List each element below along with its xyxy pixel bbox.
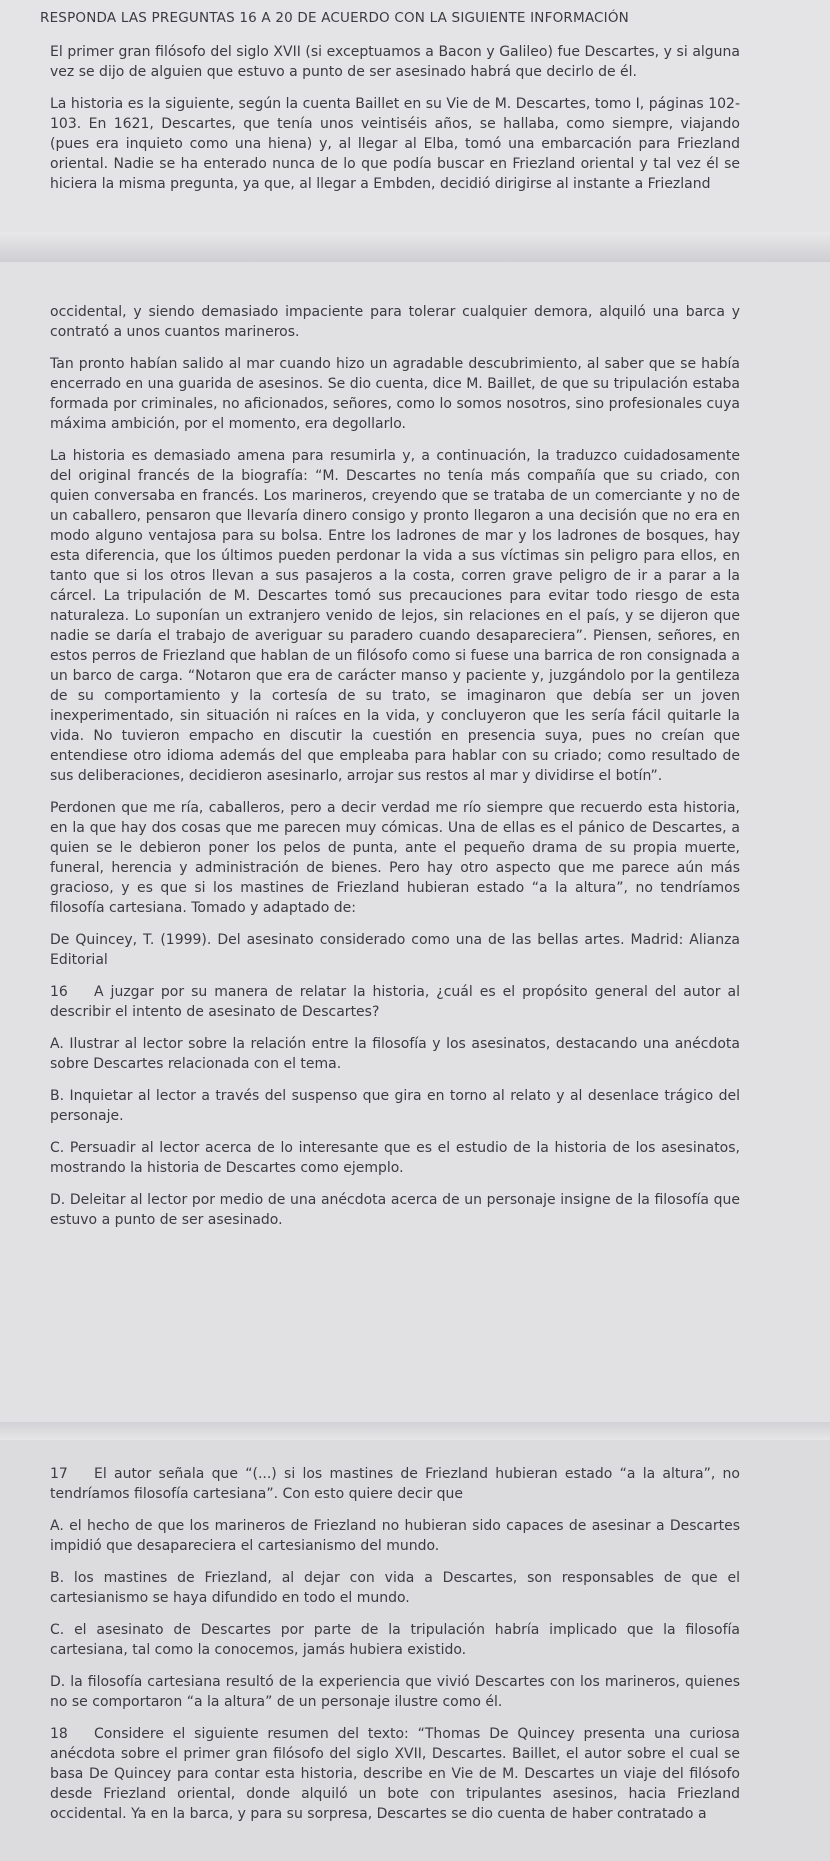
option-a[interactable]: A. el hecho de que los marineros de Friezland no hubieran sido capaces de asesinar a Descartes impidió que desapareciera el cartesianismo del mundo. bbox=[50, 1518, 740, 1554]
option-b[interactable]: B. los mastines de Friezland, al dejar con vida a Descartes, son responsables de que el cartesianismo se haya difundido en todo el mundo. bbox=[50, 1570, 740, 1606]
question-stem bbox=[50, 1464, 740, 1504]
paragraph-intro: El primer gran filósofo del siglo XVII (si exceptuamos a Bacon y Galileo) fue Descartes, y si alguna vez se dijo de alguien que estuvo a punto de ser asesinado habrá que decirlo de él. bbox=[50, 44, 740, 80]
segment-2 bbox=[50, 302, 740, 1242]
question-18 bbox=[50, 1724, 740, 1824]
paragraph-history-part2: occidental, y siendo demasiado impaciente para tolerar cualquier demora, alquiló una barca y contrató a unos cuantos marineros. bbox=[50, 304, 740, 340]
question-number: 18 bbox=[50, 1726, 68, 1742]
segment-1 bbox=[40, 8, 740, 194]
question-17 bbox=[50, 1464, 740, 1712]
option-c[interactable]: C. el asesinato de Descartes por parte de la tripulación habría implicado que la filosofía cartesiana, tal como la conocemos, jamás hubiera existido. bbox=[50, 1622, 740, 1658]
page-break-shadow bbox=[0, 232, 830, 262]
option-a[interactable]: A. Ilustrar al lector sobre la relación entre la filosofía y los asesinatos, destacando una anécdota sobre Descartes relacionada con el tema. bbox=[50, 1036, 740, 1072]
question-text: El autor señala que “(...) si los mastines de Friezland hubieran estado “a la altura”, no tendríamos filosofía cartesiana”. Con esto quiere decir que bbox=[50, 1466, 740, 1502]
option-b[interactable]: B. Inquietar al lector a través del suspenso que gira en torno al relato y al desenlace trágico del personaje. bbox=[50, 1088, 740, 1124]
question-text: A juzgar por su manera de relatar la historia, ¿cuál es el propósito general del autor al describir el intento de asesinato de Descartes? bbox=[50, 984, 740, 1020]
option-c[interactable]: C. Persuadir al lector acerca de lo interesante que es el estudio de la historia de los asesinatos, mostrando la historia de Descartes como ejemplo. bbox=[50, 1140, 740, 1176]
section-title: RESPONDA LAS PREGUNTAS 16 A 20 DE ACUERDO CON LA SIGUIENTE INFORMACIÓN bbox=[40, 10, 629, 26]
segment-3 bbox=[50, 1464, 740, 1824]
source-citation: De Quincey, T. (1999). Del asesinato considerado como una de las bellas artes. Madrid: Alianza Editorial bbox=[50, 932, 740, 968]
option-d[interactable]: D. la filosofía cartesiana resultó de la experiencia que vivió Descartes con los marineros, quienes no se comportaron “a la altura” de un personaje ilustre como él. bbox=[50, 1674, 740, 1710]
paragraph-discovery: Tan pronto habían salido al mar cuando hizo un agradable descubrimiento, al saber que se había encerrado en una guarida de asesinos. Se dio cuenta, dice M. Baillet, de que su tripulación estaba formada por criminales, no aficionados, señores, como lo somos nosotros, sino profesionales cuya máxima ambición, por el momento, era degollarlo. bbox=[50, 356, 740, 432]
question-text: Considere el siguiente resumen del texto: “Thomas De Quincey presenta una curiosa anécdota sobre el primer gran filósofo del siglo XVII, Descartes. Baillet, el autor sobre el cual se basa De Quincey para contar esta historia, describe en Vie de M. Descartes un viaje del filósofo desde Friezland oriental, donde alquiló un bote con tripulantes asesinos, hacia Friezland occidental. Ya en la barca, y para su sorpresa, Descartes se dio cuenta de haber contratado a bbox=[50, 1726, 740, 1822]
question-16 bbox=[50, 982, 740, 1230]
question-number: 16 bbox=[50, 984, 68, 1000]
paragraph-commentary: Perdonen que me ría, caballeros, pero a decir verdad me río siempre que recuerdo esta historia, en la que hay dos cosas que me parecen muy cómicas. Una de ellas es el pánico de Descartes, a quien se le debieron poner los pelos de punta, ante el pequeño drama de su propia muerte, funeral, herencia y administración de bienes. Pero hay otro aspecto que me parece aún más gracioso, y es que si los mastines de Friezland hubieran estado “a la altura”, no tendríamos filosofía cartesiana. Tomado y adaptado de: bbox=[50, 800, 740, 916]
option-d[interactable]: D. Deleitar al lector por medio de una anécdota acerca de un personaje insigne de la filosofía que estuvo a punto de ser asesinado. bbox=[50, 1192, 740, 1228]
question-stem bbox=[50, 1724, 740, 1824]
question-stem bbox=[50, 982, 740, 1022]
paragraph-translation: La historia es demasiado amena para resumirla y, a continuación, la traduzco cuidadosamente del original francés de la biografía: “M. Descartes no tenía más compañía que su criado, con quien conversaba en francés. Los marineros, creyendo que se trataba de un comerciante y no de un caballero, pensaron que llevaría dinero consigo y pronto llegaron a una decisión que no era en modo alguno ventajosa para su bolsa. Entre los ladrones de mar y los ladrones de bosques, hay esta diferencia, que los últimos pueden perdonar la vida a sus víctimas sin peligro para ellos, en tanto que si los otros llevan a sus pasajeros a la costa, corren grave peligro de ir a parar a la cárcel. La tripulación de M. Descartes tomó sus precauciones para evitar todo riesgo de esta naturaleza. Lo suponían un extranjero venido de lejos, sin relaciones en el país, y se dijeron que nadie se daría el trabajo de averiguar su paradero cuando desapareciera”. Piensen, señores, en estos perros de Friezland que hablan de un filósofo como si fuese una barrica de ron consignada a un barco de carga. “Notaron que era de carácter manso y paciente y, juzgándolo por la gentileza de su comportamiento y la cortesía de su trato, se imaginaron que debía ser un joven inexperimentado, sin situación ni raíces en la vida, y concluyeron que les sería fácil quitarle la vida. No tuvieron empacho en discutir la cuestión en presencia suya, pues no creían que entendiese otro idioma además del que empleaba para hablar con su criado; como resultado de sus deliberaciones, decidieron asesinarlo, arrojar sus restos al mar y dividirse el botín”. bbox=[50, 448, 740, 784]
paragraph-history-part1: La historia es la siguiente, según la cuenta Baillet en su Vie de M. Descartes, tomo I, páginas 102-103. En 1621, Descartes, que tenía unos veintiséis años, se hallaba, como siempre, viajando (pues era inquieto como una hiena) y, al llegar al Elba, tomó una embarcación para Friezland oriental. Nadie se ha enterado nunca de lo que podía buscar en Friezland oriental y tal vez él se hiciera la misma pregunta, ya que, al llegar a Embden, decidió dirigirse al instante a Friezland bbox=[50, 96, 740, 192]
page-break-shadow bbox=[0, 1422, 830, 1440]
question-number: 17 bbox=[50, 1466, 68, 1482]
